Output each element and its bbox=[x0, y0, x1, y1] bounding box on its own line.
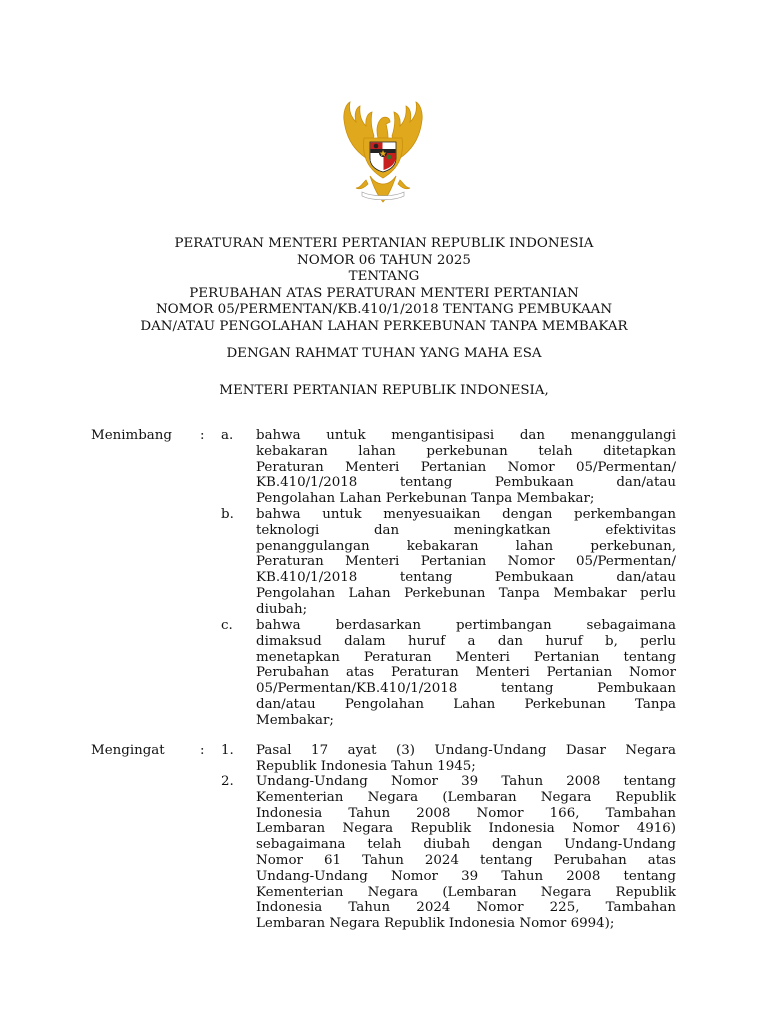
item-text bbox=[256, 618, 676, 729]
title-line-4: PERUBAHAN ATAS PERATURAN MENTERI PERTANIAN bbox=[189, 285, 579, 301]
item-marker: c. bbox=[221, 618, 233, 633]
text-line: penanggulangan kebakaran lahan perkebunan, bbox=[256, 538, 676, 554]
item-text bbox=[256, 774, 676, 932]
text-line: Indonesia Tahun 2008 Nomor 166, Tambahan bbox=[256, 805, 676, 821]
text-line: Pengolahan Lahan Perkebunan Tanpa Membakar perlu bbox=[256, 585, 676, 601]
text-line: bahwa untuk mengantisipasi dan menanggulangi bbox=[256, 428, 676, 443]
text-line: Perubahan atas Peraturan Menteri Pertanian Nomor bbox=[256, 665, 676, 681]
menimbang-label: Menimbang bbox=[91, 428, 172, 443]
text-line: menetapkan Peraturan Menteri Pertanian tentang bbox=[256, 649, 676, 665]
text-line: Nomor 61 Tahun 2024 tentang Perubahan atas bbox=[256, 852, 676, 868]
regulation-title bbox=[0, 236, 768, 336]
text-line: Republik Indonesia Tahun 1945; bbox=[256, 758, 476, 774]
title-line-5: NOMOR 05/PERMENTAN/KB.410/1/2018 TENTANG PEMBUKAAN bbox=[155, 302, 613, 318]
text-line: bahwa untuk menyesuaikan dengan perkembangan bbox=[256, 507, 676, 522]
text-line: dan/atau Pengolahan Lahan Perkebunan Tanpa bbox=[256, 696, 676, 712]
text-line: Peraturan Menteri Pertanian Nomor 05/Permentan/ bbox=[256, 554, 676, 570]
text-line: KB.410/1/2018 tentang Pembukaan dan/atau bbox=[256, 570, 676, 586]
title-line-2: NOMOR 06 TAHUN 2025 bbox=[297, 252, 471, 268]
item-text bbox=[256, 507, 676, 618]
text-line: Pengolahan Lahan Perkebunan Tanpa Membakar; bbox=[256, 491, 595, 507]
text-line: kebakaran lahan perkebunan telah ditetapkan bbox=[256, 443, 676, 459]
text-line: sebagaimana telah diubah dengan Undang-Undang bbox=[256, 837, 676, 853]
text-line: Peraturan Menteri Pertanian Nomor 05/Permentan/ bbox=[256, 459, 676, 475]
text-line: Lembaran Negara Republik Indonesia Nomor 4916) bbox=[256, 821, 676, 837]
text-line: Undang-Undang Nomor 39 Tahun 2008 tentang bbox=[256, 774, 676, 789]
text-line: teknologi dan meningkatkan efektivitas bbox=[256, 522, 676, 538]
text-line: Membakar; bbox=[256, 712, 334, 728]
item-text bbox=[256, 428, 676, 507]
menimbang-colon: : bbox=[200, 428, 205, 443]
item-marker: a. bbox=[221, 428, 234, 443]
text-line: Lembaran Negara Republik Indonesia Nomor 6994); bbox=[256, 916, 615, 932]
title-line-1: PERATURAN MENTERI PERTANIAN REPUBLIK INDONESIA bbox=[174, 236, 594, 251]
text-line: Undang-Undang Nomor 39 Tahun 2008 tentang bbox=[256, 868, 676, 884]
item-text bbox=[256, 743, 676, 775]
garuda-emblem-icon bbox=[326, 98, 440, 210]
text-line: Kementerian Negara (Lembaran Negara Republik bbox=[256, 789, 676, 805]
text-line: KB.410/1/2018 tentang Pembukaan dan/atau bbox=[256, 475, 676, 491]
text-line: diubah; bbox=[256, 601, 308, 617]
text-line: Kementerian Negara (Lembaran Negara Republik bbox=[256, 884, 676, 900]
title-line-3: TENTANG bbox=[348, 269, 420, 285]
text-line: Pasal 17 ayat (3) Undang-Undang Dasar Negara bbox=[256, 743, 676, 758]
mengingat-label: Mengingat bbox=[91, 743, 165, 758]
title-line-6: DAN/ATAU PENGOLAHAN LAHAN PERKEBUNAN TANPA MEMBAKAR bbox=[140, 318, 628, 334]
text-line: Indonesia Tahun 2024 Nomor 225, Tambahan bbox=[256, 900, 676, 916]
text-line: bahwa berdasarkan pertimbangan sebagaimana bbox=[256, 618, 676, 633]
item-marker: 2. bbox=[221, 774, 234, 789]
invocation: DENGAN RAHMAT TUHAN YANG MAHA ESA bbox=[226, 346, 542, 361]
item-marker: b. bbox=[221, 507, 234, 522]
text-line: 05/Permentan/KB.410/1/2018 tentang Pembukaan bbox=[256, 681, 676, 697]
text-line: dimaksud dalam huruf a dan huruf b, perlu bbox=[256, 633, 676, 649]
authority-line: MENTERI PERTANIAN REPUBLIK INDONESIA, bbox=[219, 383, 549, 398]
mengingat-colon: : bbox=[200, 743, 205, 758]
item-marker: 1. bbox=[221, 743, 234, 758]
